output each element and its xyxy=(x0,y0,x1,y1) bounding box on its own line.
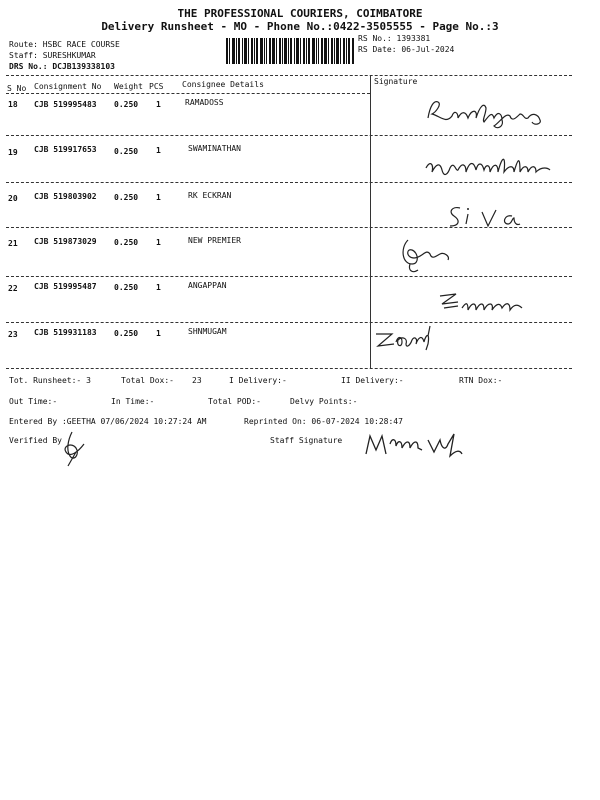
customer-signature-image xyxy=(372,324,442,354)
row-consignee: RK ECKRAN xyxy=(188,191,232,200)
table-bottom-divider xyxy=(6,368,572,369)
row-weight: 0.250 xyxy=(114,193,139,202)
runsheet-subtitle: Delivery Runsheet - MO - Phone No.:0422-3505555 - Page No.:3 xyxy=(101,20,499,33)
row-pcs: 1 xyxy=(156,193,161,202)
i-delivery-label: I Delivery:- xyxy=(229,376,287,385)
customer-signature-image xyxy=(398,234,454,276)
ii-delivery-label: II Delivery:- xyxy=(341,376,404,385)
row-sno: 18 xyxy=(8,100,18,109)
verified-by-label: Verified By xyxy=(9,436,62,445)
row-divider xyxy=(6,276,572,277)
customer-signature-image xyxy=(424,150,564,186)
row-weight: 0.250 xyxy=(114,283,139,292)
col-header-weight: Weight xyxy=(114,82,143,91)
row-divider xyxy=(6,182,572,183)
entered-by-text: Entered By :GEETHA 07/06/2024 10:27:24 AM xyxy=(9,417,207,426)
customer-signature-image xyxy=(424,96,548,132)
staff-signature-image xyxy=(362,428,472,460)
row-consignee: ANGAPPAN xyxy=(188,281,227,290)
row-consignment: CJB 519917653 xyxy=(34,145,97,154)
out-time-label: Out Time:- xyxy=(9,397,58,406)
row-weight: 0.250 xyxy=(114,147,139,156)
rs-date: RS Date: 06-Jul-2024 xyxy=(358,45,455,54)
col-header-sno: S No xyxy=(7,84,27,93)
header-bottom-divider xyxy=(6,93,370,94)
row-sno: 19 xyxy=(8,148,18,157)
row-consignee: NEW PREMIER xyxy=(188,236,241,245)
reprinted-on-text: Reprinted On: 06-07-2024 10:28:47 xyxy=(244,417,403,426)
verifier-signature-image xyxy=(56,428,92,468)
signature-column-divider xyxy=(370,76,371,368)
row-pcs: 1 xyxy=(156,146,161,155)
row-pcs: 1 xyxy=(156,100,161,109)
row-divider xyxy=(6,322,572,323)
row-consignment: CJB 519803902 xyxy=(34,192,97,201)
delvy-points-label: Delvy Points:- xyxy=(290,397,358,406)
col-header-consignment: Consignment No xyxy=(34,82,102,91)
total-dox-label: Total Dox:- xyxy=(121,376,174,385)
row-weight: 0.250 xyxy=(114,238,139,247)
row-consignee: SWAMINATHAN xyxy=(188,144,241,153)
row-consignee: SHNMUGAM xyxy=(188,327,227,336)
row-sno: 23 xyxy=(8,330,18,339)
row-divider xyxy=(6,227,572,228)
col-header-signature: Signature xyxy=(374,77,418,86)
staff-signature-label: Staff Signature xyxy=(270,436,343,445)
rs-number: RS No.: 1393381 xyxy=(358,34,431,43)
drs-number: DRS No.: DCJB139338103 xyxy=(9,62,115,71)
in-time-label: In Time:- xyxy=(111,397,155,406)
row-divider xyxy=(6,135,572,136)
route-label: Route: HSBC RACE COURSE xyxy=(9,40,120,49)
row-weight: 0.250 xyxy=(114,329,139,338)
row-pcs: 1 xyxy=(156,238,161,247)
row-sno: 22 xyxy=(8,284,18,293)
header-top-divider xyxy=(6,75,572,76)
rtn-dox-label: RTN Dox:- xyxy=(459,376,503,385)
barcode-image xyxy=(226,38,354,64)
row-weight: 0.250 xyxy=(114,100,139,109)
row-pcs: 1 xyxy=(156,283,161,292)
row-consignment: CJB 519873029 xyxy=(34,237,97,246)
staff-label: Staff: SURESHKUMAR xyxy=(9,51,96,60)
row-consignment: CJB 519995487 xyxy=(34,282,97,291)
row-sno: 21 xyxy=(8,239,18,248)
tot-runsheet-label: Tot. Runsheet:- 3 xyxy=(9,376,91,385)
row-pcs: 1 xyxy=(156,329,161,338)
col-header-consignee: Consignee Details xyxy=(182,80,264,89)
total-pod-label: Total POD:- xyxy=(208,397,261,406)
company-title: THE PROFESSIONAL COURIERS, COIMBATORE xyxy=(177,7,423,20)
row-consignment: CJB 519995483 xyxy=(34,100,97,109)
col-header-pcs: PCS xyxy=(149,82,164,91)
row-consignment: CJB 519931183 xyxy=(34,328,97,337)
total-dox-value: 23 xyxy=(192,376,202,385)
customer-signature-image xyxy=(436,288,526,318)
row-sno: 20 xyxy=(8,194,18,203)
row-consignee: RAMADOSS xyxy=(185,98,224,107)
